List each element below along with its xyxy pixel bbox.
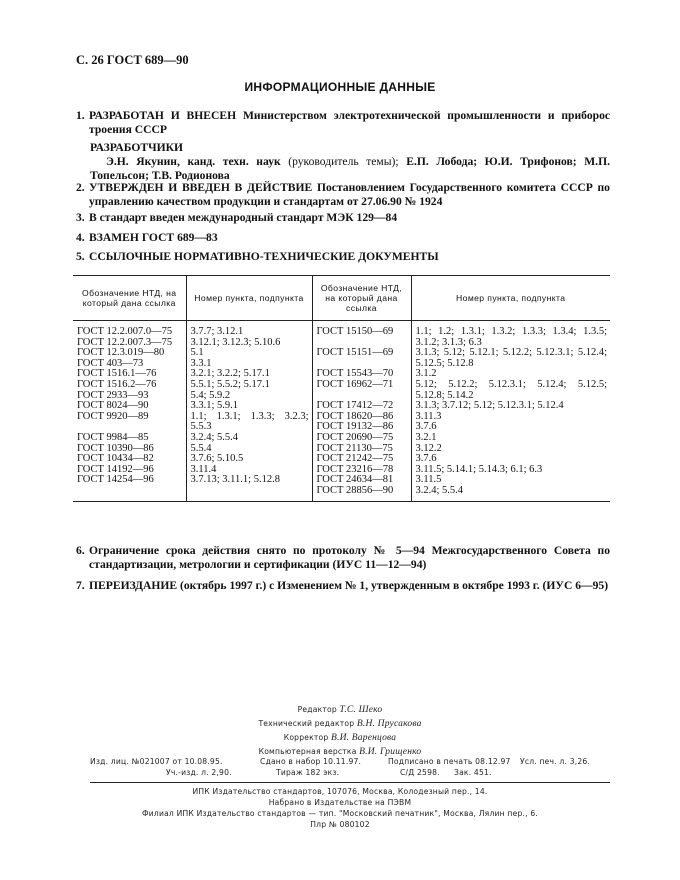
item-text: ВЗАМЕН ГОСТ 689—83 — [89, 231, 218, 244]
item-replaces — [76, 231, 610, 245]
item-text: Министерством электротехнической промышленности и приборос троения СССР — [89, 109, 611, 136]
pub-sheets: Уч.-изд. л. 2,90. — [166, 768, 232, 777]
page-header: С. 26 ГОСТ 689—90 — [76, 53, 189, 67]
table-cell: ГОСТ 1516.2—76 — [77, 378, 157, 390]
editor-label: Редактор — [297, 705, 337, 714]
item-number: 6. — [76, 544, 85, 557]
table-cell: 3.3.1; 5.9.1 — [190, 400, 239, 412]
editor-name: Т.С. Шеко — [339, 705, 383, 715]
table-cell: ГОСТ 1516.1—76 — [77, 368, 157, 380]
item-references — [76, 250, 610, 264]
table-cell: 3.7.6; 5.10.5 — [190, 453, 244, 465]
table-cell: 3.1.2; 3.1.3; 6.3 — [415, 336, 482, 348]
table-cell: 1.1; 1.2; 1.3.1; 1.3.2; 1.3.3; 1.3.4; 1.3.5; — [415, 326, 607, 337]
item-number: 2. — [76, 181, 85, 194]
order-code: С/Д 2598. — [400, 768, 440, 777]
table-cell: ГОСТ 12.3.019—80 — [77, 347, 165, 359]
header-items-left: Номер пункта, подпункта — [186, 276, 312, 321]
table-cell: ГОСТ 28856—90 — [316, 484, 394, 496]
item-text: ПЕРЕИЗДАНИЕ (октябрь 1997 г.) с Изменением № 1, утвержденным в октябре 1993 г. (ИУС 6—95) — [89, 579, 609, 592]
corrector-label: Корректор — [283, 733, 329, 742]
table-cell: ГОСТ 10390—86 — [77, 442, 154, 454]
item-number: 3. — [76, 211, 85, 224]
table-cell: ГОСТ 2933—93 — [77, 389, 149, 401]
table-cell: 5.12.8; 5.14.2 — [415, 389, 474, 401]
developers-heading: РАЗРАБОТЧИКИ — [90, 141, 184, 154]
item-approved — [76, 181, 610, 208]
item-number: 7. — [76, 579, 85, 592]
table-cell: 3.11.3 — [415, 410, 442, 422]
developers-list — [90, 155, 610, 182]
imprint-divider — [90, 782, 610, 783]
table-cell: ГОСТ 15151—69 — [316, 347, 394, 359]
item-text: ССЫЛОЧНЫЕ НОРМАТИВНО-ТЕХНИЧЕСКИЕ ДОКУМЕНТЫ — [89, 250, 439, 263]
table-cell: ГОСТ 15150—69 — [316, 326, 394, 337]
table-cell: 3.7.6 — [415, 453, 437, 465]
header-items-right: Номер пункта, подпункта — [411, 276, 610, 321]
table-cell: 3.1.3; 3.7.12; 5.12; 5.12.3.1; 5.12.4 — [415, 400, 564, 412]
order-number: Зак. 451. — [454, 768, 492, 777]
table-cell: ГОСТ 20690—75 — [316, 431, 394, 443]
table-cell: ГОСТ 19132—86 — [316, 421, 394, 433]
table-cell: 5.5.1; 5.5.2; 5.17.1 — [190, 378, 270, 390]
left-docs-column — [73, 321, 186, 502]
developer-lead-role: (руководитель темы); — [280, 155, 407, 168]
item-number: 4. — [76, 231, 85, 244]
table-cell: 5.5.4 — [190, 442, 212, 454]
item-number: 1. — [76, 109, 85, 122]
publisher: ИПК Издательство стандартов, 107076, Москва, Колодезный пер., 14. — [192, 787, 488, 796]
right-items-column — [411, 321, 610, 502]
table-cell: 3.3.1 — [190, 357, 212, 369]
item-text: Ограничение срока действия снято по протоколу № 5—94 Межгосударственного Совета по стандартизации, метрологии и сертификации (ИУС 11—12—94) — [89, 544, 610, 571]
table-cell: 1.1; 1.3.1; 1.3.3; 3.2.3; — [190, 410, 309, 422]
corrector-name: В.И. Варенцова — [331, 733, 397, 743]
item-number: 5. — [76, 250, 85, 263]
signed-to-print: Подписано в печать 08.12.97 — [388, 757, 511, 766]
table-cell: 3.12.2 — [415, 442, 442, 454]
table-cell: ГОСТ 17412—72 — [316, 400, 394, 412]
table-cell: 5.1 — [190, 347, 204, 359]
table-cell: ГОСТ 12.2.007.3—75 — [77, 336, 173, 348]
sent-to-set: Сдано в набор 10.11.97. — [260, 757, 362, 766]
table-cell: 5.12; 5.12.2; 5.12.3.1; 5.12.4; 5.12.5; — [415, 378, 607, 390]
left-items-column — [186, 321, 312, 502]
table-cell: ГОСТ 8024—90 — [77, 400, 149, 412]
table-cell: ГОСТ 10434—82 — [77, 453, 154, 465]
tech-editor-label: Технический редактор — [258, 719, 355, 728]
tech-editor-name: В.Н. Прусакова — [356, 719, 422, 729]
print-run: Тираж 182 экз. — [276, 768, 340, 777]
table-cell: 3.1.3; 5.12; 5.12.1; 5.12.2; 5.12.3.1; 5.12.4; — [415, 347, 607, 359]
table-cell: ГОСТ 16962—71 — [316, 378, 394, 390]
table-cell: ГОСТ 14192—96 — [77, 463, 154, 475]
item-international — [76, 211, 610, 225]
header-doc-left: Обозначение НТД, на который дана ссылка — [73, 276, 186, 321]
license: Изд. лиц. №021007 от 10.08.95. — [90, 757, 223, 766]
developer-lead-name: Э.Н. Якунин, канд. техн. наук — [106, 155, 281, 168]
table-cell: ГОСТ 9920—89 — [77, 410, 149, 422]
item-lead: УТВЕРЖДЕН И ВВЕДЕН В ДЕЙСТВИЕ — [89, 181, 313, 194]
publisher-block — [0, 786, 680, 830]
print-sheets: Усл. печ. л. 3,26. — [520, 757, 591, 766]
table-cell: ГОСТ 24634—81 — [316, 474, 394, 486]
item-validity — [76, 544, 610, 571]
references-table — [73, 275, 610, 502]
table-cell: ГОСТ 403—73 — [77, 357, 144, 369]
layout-label: Компьютерная верстка — [258, 747, 357, 756]
table-cell: ГОСТ 9984—85 — [77, 431, 149, 443]
table-cell: ГОСТ 14254—96 — [77, 474, 154, 486]
header-doc-right: Обозначение НТД, на который дана ссылка — [312, 276, 411, 321]
table-cell: 5.4; 5.9.2 — [190, 389, 231, 401]
plr-number: Плр № 080102 — [310, 820, 370, 829]
table-cell: 3.1.2 — [415, 368, 437, 380]
table-cell: 3.7.7; 3.12.1 — [190, 326, 244, 337]
table-cell: 3.2.1; 3.2.2; 5.17.1 — [190, 368, 270, 380]
item-text: Постановлением Государственного комитета СССР по управлению качеством продукции и стандартам от 27.06.90 № 1924 — [89, 181, 610, 208]
table-cell: 3.11.4 — [190, 463, 217, 475]
table-cell: 5.12.5; 5.12.8 — [415, 357, 474, 369]
layout-name: В.И. Грищенко — [359, 747, 422, 757]
credits — [0, 703, 680, 759]
table-cell: ГОСТ 23216—78 — [316, 463, 394, 475]
table-cell: ГОСТ 12.2.007.0—75 — [77, 326, 173, 337]
table-cell: ГОСТ 21242—75 — [316, 453, 394, 465]
table-cell: 3.2.1 — [415, 431, 437, 443]
table-cell: 3.7.13; 3.11.1; 5.12.8 — [190, 474, 280, 486]
item-developed-by — [76, 109, 610, 136]
table-cell: 3.12.1; 3.12.3; 5.10.6 — [190, 336, 281, 348]
printing-branch: Филиал ИПК Издательство стандартов — тип. "Московский печатник", Москва, Лялин пер., 6. — [142, 809, 538, 818]
table-cell: 3.2.4; 5.5.4 — [190, 431, 239, 443]
table-cell: 3.11.5 — [415, 474, 442, 486]
item-reissue — [76, 579, 610, 593]
table-cell: 3.7.6 — [415, 421, 437, 433]
table-cell: 3.2.4; 5.5.4 — [415, 484, 464, 496]
item-text: В стандарт введен международный стандарт МЭК 129—84 — [89, 211, 398, 224]
typeset-note: Набрано в Издательстве на ПЭВМ — [268, 798, 412, 807]
item-lead: РАЗРАБОТАН И ВНЕСЕН — [89, 109, 237, 122]
right-docs-column — [312, 321, 411, 502]
section-title: ИНФОРМАЦИОННЫЕ ДАННЫЕ — [244, 80, 436, 94]
table-cell: ГОСТ 18620—86 — [316, 410, 394, 422]
table-cell: ГОСТ 21130—75 — [316, 442, 393, 454]
table-cell: 3.11.5; 5.14.1; 5.14.3; 6.1; 6.3 — [415, 463, 543, 475]
table-cell: ГОСТ 15543—70 — [316, 368, 394, 380]
table-cell: 5.5.3 — [190, 421, 212, 433]
developer-others: Е.П. Лобода; Ю.И. Трифонов; М.П. Топельсон; Т.В. Родионова — [90, 155, 610, 182]
